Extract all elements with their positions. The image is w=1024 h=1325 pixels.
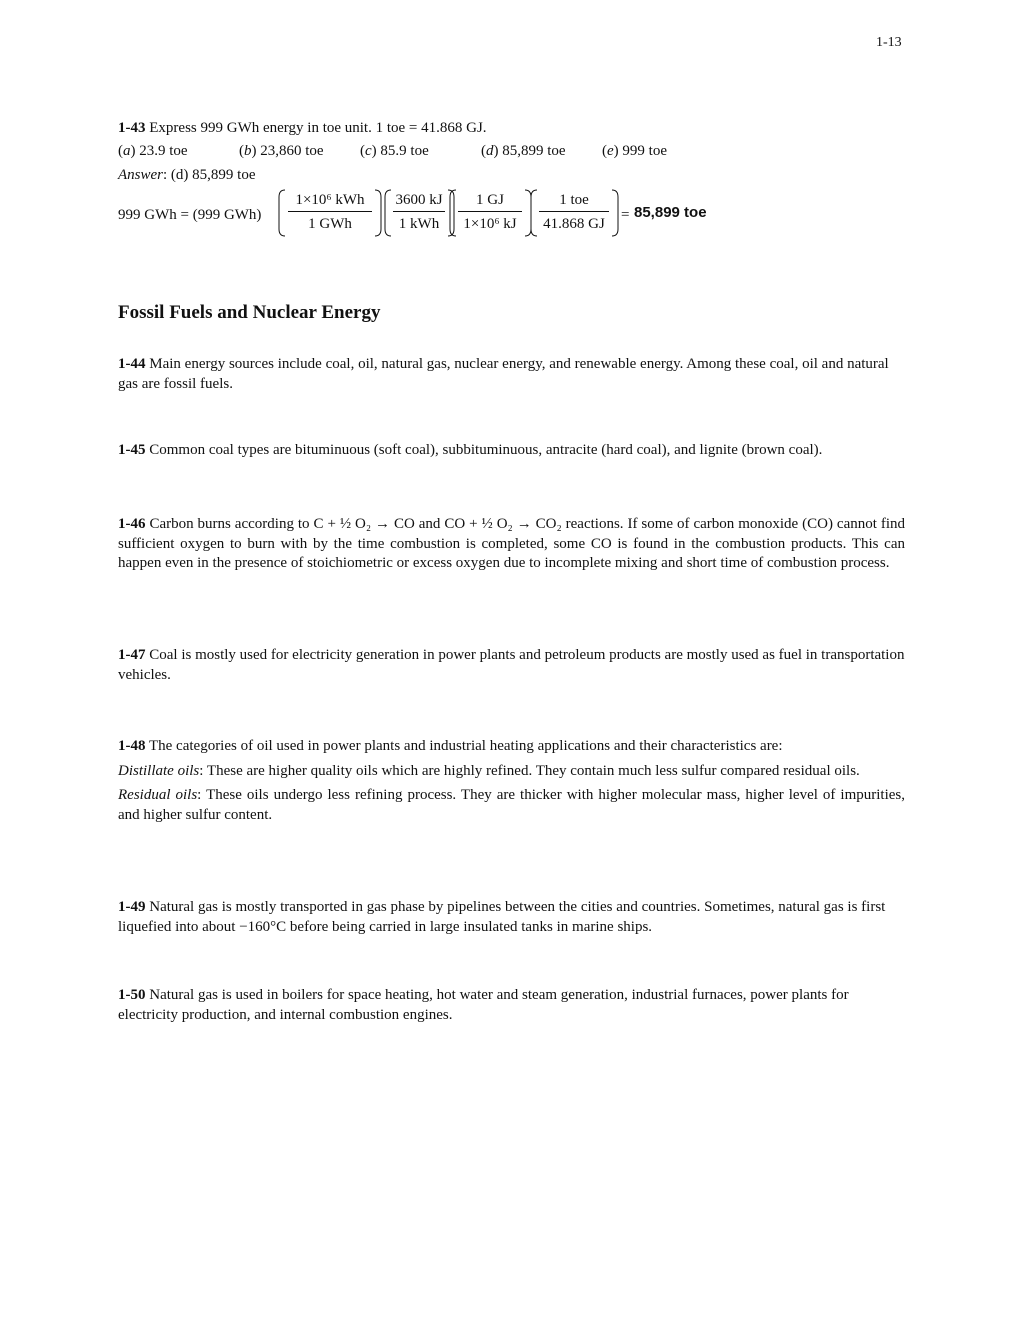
residual-text: : These oils undergo less refining process. They are thicker with higher molecular mass, higher level of impurities, and higher sulfur content.	[118, 787, 905, 823]
problem-number: 1-46	[118, 516, 146, 532]
unit-conversion-equation	[118, 189, 905, 245]
paren-close-1	[374, 189, 382, 237]
section-title: Fossil Fuels and Nuclear Energy	[118, 302, 381, 323]
answer-label: Answer	[118, 166, 163, 183]
problem-1-44	[118, 355, 905, 394]
problem-1-47	[118, 646, 905, 685]
problem-text: Natural gas is used in boilers for space heating, hot water and steam generation, industrial furnaces, power plants for electricity production, and internal combustion engines.	[118, 987, 849, 1023]
problem-text: Natural gas is mostly transported in gas phase by pipelines between the cities and countries. Sometimes, natural gas is first liquefied into about −160°C before being carried in large insulated tanks in marine ships.	[118, 899, 886, 935]
residual-oils-paragraph	[118, 786, 905, 825]
fraction-1-denominator: 1 GWh	[308, 215, 352, 232]
fraction-1-numerator: 1×10⁶ kWh	[288, 189, 372, 212]
fraction-3-denominator: 1×10⁶ kJ	[463, 215, 517, 232]
choice-a: (a) 23.9 toe	[118, 142, 188, 159]
problem-text: Carbon burns according to C + ½ O₂ → CO and CO + ½ O₂ → CO₂ reactions. If some of carbon monoxide (CO) cannot find sufficient oxygen to burn with by the time combustion is completed, some CO is found in the combustion products. This can happen even in the presence of stoichiometric or excess oxygen due to incomplete mixing and short time of combustion process.	[118, 516, 905, 571]
fraction-2-denominator: 1 kWh	[398, 215, 440, 232]
distillate-text: : These are higher quality oils which are highly refined. They contain much less sulfur compared residual oils.	[199, 762, 860, 779]
paren-open-3	[449, 189, 457, 237]
problem-1-46	[118, 515, 905, 574]
distillate-label: Distillate oils	[118, 762, 200, 779]
answer-line	[118, 163, 905, 187]
choice-e: (e) 999 toe	[602, 142, 667, 159]
choice-b: (b) 23,860 toe	[239, 142, 324, 159]
equation-result: 85,899 toe	[634, 203, 707, 221]
fraction-2-numerator: 3600 kJ	[393, 189, 445, 212]
choice-c: (c) 85.9 toe	[360, 142, 429, 159]
problem-text: Main energy sources include coal, oil, natural gas, nuclear energy, and renewable energy. Among these coal, oil and natural gas are fossil fuels.	[118, 356, 889, 392]
paren-close-4	[611, 189, 619, 237]
problem-number: 1-45	[118, 442, 146, 458]
problem-1-43	[118, 119, 905, 245]
fraction-4-denominator: 41.868 GJ	[543, 215, 605, 232]
problem-text: Coal is mostly used for electricity generation in power plants and petroleum products are mostly used as fuel in transportation vehicles.	[118, 647, 905, 683]
fraction-4-numerator: 1 toe	[539, 189, 609, 212]
problem-1-50	[118, 986, 905, 1025]
equation-equals: =	[621, 206, 630, 223]
problem-number: 1-50	[118, 987, 146, 1003]
problem-number: 1-49	[118, 899, 146, 915]
problem-text: Common coal types are bituminuous (soft coal), subbituminuous, antracite (hard coal), and lignite (brown coal).	[145, 442, 823, 458]
page-number: 1-13	[876, 35, 902, 50]
paren-open-4	[530, 189, 538, 237]
problem-number: 1-48	[118, 738, 146, 754]
problem-number: 1-44	[118, 356, 146, 372]
fraction-4	[539, 189, 609, 234]
choice-d: (d) 85,899 toe	[481, 142, 566, 159]
residual-label: Residual oils	[118, 787, 198, 803]
problem-1-45	[118, 441, 905, 461]
problem-1-48	[118, 737, 905, 825]
fraction-3-numerator: 1 GJ	[458, 189, 522, 212]
distillate-oils-paragraph	[118, 762, 905, 782]
paren-open-1	[278, 189, 286, 237]
answer-choices	[118, 139, 905, 163]
equation-left: 999 GWh = (999 GWh)	[118, 206, 262, 223]
paren-open-2	[384, 189, 392, 237]
fraction-3	[458, 189, 522, 234]
problem-number: 1-47	[118, 647, 146, 663]
answer-text: : (d) 85,899 toe	[163, 166, 256, 183]
fraction-2	[393, 189, 445, 234]
problem-text: Express 999 GWh energy in toe unit. 1 toe = 41.868 GJ.	[145, 120, 487, 136]
problem-number: 1-43	[118, 120, 146, 136]
fraction-1	[288, 189, 372, 234]
problem-1-49	[118, 898, 905, 937]
problem-text: The categories of oil used in power plants and industrial heating applications and their characteristics are:	[145, 738, 783, 754]
